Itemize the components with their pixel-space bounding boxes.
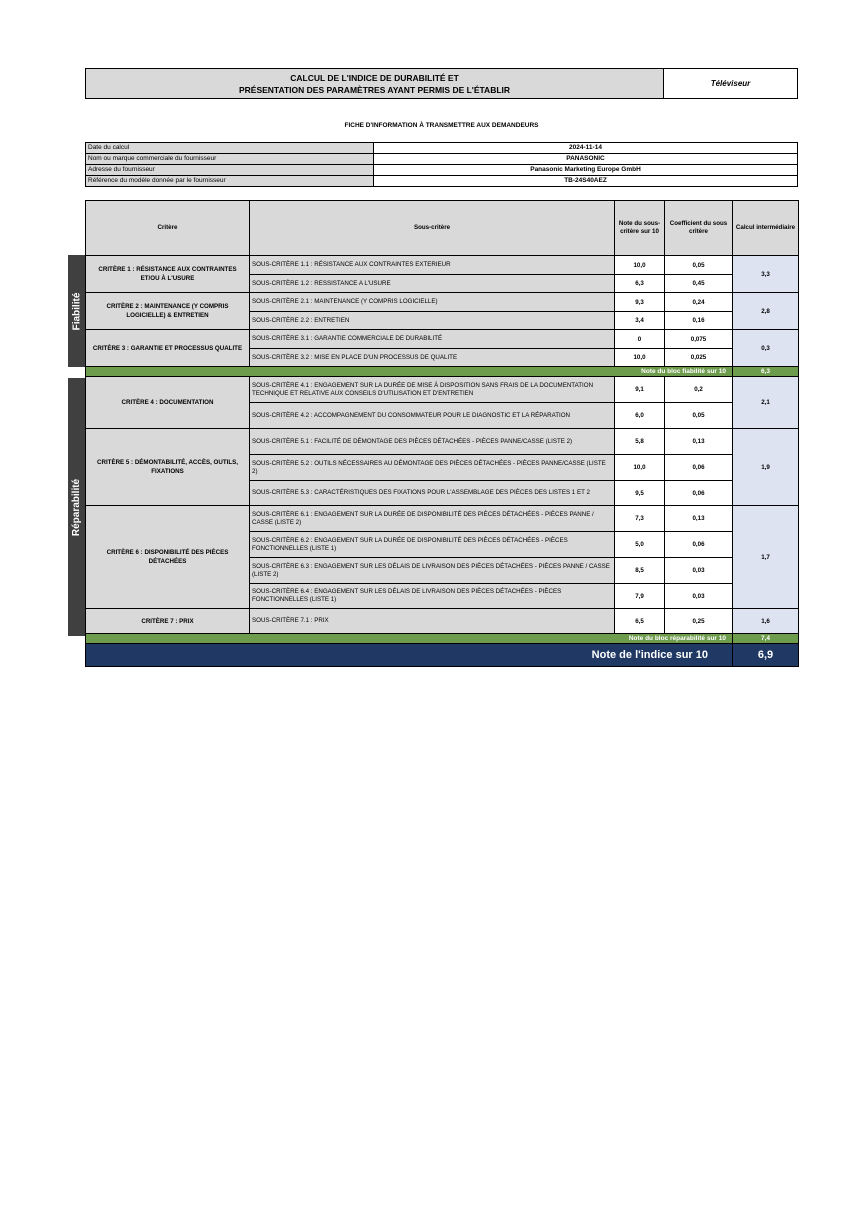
sub-criterion-coef: 0,06 [665, 481, 733, 506]
criterion-3-calc: 0,3 [733, 330, 799, 367]
sub-criterion-coef: 0,45 [665, 275, 733, 293]
sub-criterion-label: SOUS-CRITÈRE 6.1 : ENGAGEMENT SUR LA DURÉE DE DISPONIBILITÉ DES PIÈCES DÉTACHÉES - PIÈCES PANNE / CASSE (LISTE 2) [250, 506, 615, 532]
supplier-info-table [85, 142, 798, 187]
sub-criterion-coef: 0,13 [665, 506, 733, 532]
fiabilite-side-label: Fiabilité [68, 255, 86, 367]
sub-criterion-coef: 0,13 [665, 429, 733, 455]
sub-criterion-note: 5,8 [615, 429, 665, 455]
header-note: Note du sous-critère sur 10 [615, 201, 665, 256]
info-row [86, 165, 798, 176]
criterion-2-calc: 2,8 [733, 293, 799, 330]
info-label: Nom ou marque commerciale du fournisseur [86, 154, 374, 165]
table-row [86, 609, 799, 634]
sub-criterion-note: 7,3 [615, 506, 665, 532]
sub-criterion-note: 9,3 [615, 293, 665, 312]
header-sous-critere: Sous-critère [250, 201, 615, 256]
title-line-2: PRÉSENTATION DES PARAMÈTRES AYANT PERMIS DE L'ÉTABLIR [238, 85, 511, 95]
sub-criterion-label: SOUS-CRITÈRE 2.2 : ENTRETIEN [250, 312, 615, 330]
fiche-title: FICHE D'INFORMATION À TRANSMETTRE AUX DEMANDEURS [344, 122, 539, 129]
table-row [86, 506, 799, 532]
criterion-2: CRITÈRE 2 : MAINTENANCE (Y COMPRIS LOGICIELLE) & ENTRETIEN [86, 293, 250, 330]
info-label: Référence du modèle donnée par le fournisseur [86, 176, 374, 187]
title-line-1: CALCUL DE L'INDICE DE DURABILITÉ ET [290, 73, 459, 83]
sub-criterion-note: 0 [615, 330, 665, 349]
sub-criterion-label: SOUS-CRITÈRE 3.1 : GARANTIE COMMERCIALE DE DURABILITÉ [250, 330, 615, 349]
block-fiabilite-row [86, 367, 799, 377]
sub-criterion-note: 10,0 [615, 455, 665, 481]
sub-criterion-label: SOUS-CRITÈRE 2.1 : MAINTENANCE (Y COMPRIS LOGICIELLE) [250, 293, 615, 312]
block-fiabilite-label: Note du bloc fiabilité sur 10 [86, 367, 733, 377]
criterion-7: CRITÈRE 7 : PRIX [86, 609, 250, 634]
criterion-7-calc: 1,6 [733, 609, 799, 634]
sub-criterion-label: SOUS-CRITÈRE 6.3 : ENGAGEMENT SUR LES DÉLAIS DE LIVRAISON DES PIÈCES DÉTACHÉES - PIÈCES PANNE / CASSE (LISTE 2) [250, 558, 615, 584]
sub-criterion-coef: 0,05 [665, 403, 733, 429]
sub-criterion-label: SOUS-CRITÈRE 5.2 : OUTILS NÉCESSAIRES AU DÉMONTAGE DES PIÈCES DÉTACHÉES - PIÈCES PANNE/CASSE (LISTE 2) [250, 455, 615, 481]
info-row [86, 143, 798, 154]
header-coefficient: Coefficient du sous critère [665, 201, 733, 256]
sub-criterion-note: 8,5 [615, 558, 665, 584]
table-header-row [86, 201, 799, 256]
block-reparabilite-label: Note du bloc réparabilité sur 10 [86, 634, 733, 644]
sub-criterion-note: 6,5 [615, 609, 665, 634]
block-reparabilite-row [86, 634, 799, 644]
sub-criterion-note: 10,0 [615, 349, 665, 367]
sub-criterion-note: 5,0 [615, 532, 665, 558]
header-calcul: Calcul intermédiaire [733, 201, 799, 256]
sub-criterion-label: SOUS-CRITÈRE 7.1 : PRIX [250, 609, 615, 634]
sub-criterion-note: 9,5 [615, 481, 665, 506]
sub-criterion-coef: 0,24 [665, 293, 733, 312]
criterion-6-calc: 1,7 [733, 506, 799, 609]
info-row [86, 154, 798, 165]
sub-criterion-note: 6,0 [615, 403, 665, 429]
criterion-4: CRITÈRE 4 : DOCUMENTATION [86, 377, 250, 429]
product-type: Téléviseur [663, 68, 798, 99]
durability-index-table [85, 200, 799, 667]
sub-criterion-note: 7,9 [615, 584, 665, 609]
sub-criterion-label: SOUS-CRITÈRE 4.2 : ACCOMPAGNEMENT DU CONSOMMATEUR POUR LE DIAGNOSTIC ET LA RÉPARATION [250, 403, 615, 429]
table-row [86, 377, 799, 403]
sub-criterion-coef: 0,06 [665, 532, 733, 558]
block-fiabilite-value: 6,3 [733, 367, 799, 377]
info-label: Adresse du fournisseur [86, 165, 374, 176]
sub-criterion-label: SOUS-CRITÈRE 3.2 : MISE EN PLACE D'UN PROCESSUS DE QUALITE [250, 349, 615, 367]
criterion-4-calc: 2,1 [733, 377, 799, 429]
reparabilite-side-label: Réparabilité [68, 378, 86, 636]
sub-criterion-note: 3,4 [615, 312, 665, 330]
sub-criterion-label: SOUS-CRITÈRE 6.2 : ENGAGEMENT SUR LA DURÉE DE DISPONIBILITÉ DES PIÈCES DÉTACHÉES - PIÈCES FONCTIONNELLES (LISTE 1) [250, 532, 615, 558]
info-value: Panasonic Marketing Europe GmbH [374, 165, 798, 176]
sub-criterion-coef: 0,05 [665, 256, 733, 275]
sub-criterion-label: SOUS-CRITÈRE 4.1 : ENGAGEMENT SUR LA DURÉE DE MISE À DISPOSITION SANS FRAIS DE LA DOCUMENTATION TECHNIQUE ET RELATIVE AUX CONSEILS D'UTILISATION ET D'ENTRETIEN [250, 377, 615, 403]
final-index-row [86, 644, 799, 667]
final-index-label: Note de l'indice sur 10 [86, 644, 733, 667]
criterion-6: CRITÈRE 6 : DISPONIBILITÉ DES PIÈCES DÉTACHÉES [86, 506, 250, 609]
sub-criterion-coef: 0,25 [665, 609, 733, 634]
table-row [86, 256, 799, 275]
sub-criterion-note: 9,1 [615, 377, 665, 403]
sub-criterion-note: 6,3 [615, 275, 665, 293]
info-value: PANASONIC [374, 154, 798, 165]
sub-criterion-coef: 0,025 [665, 349, 733, 367]
sub-criterion-label: SOUS-CRITÈRE 1.2 : RESSISTANCE A L'USURE [250, 275, 615, 293]
final-index-value: 6,9 [733, 644, 799, 667]
criterion-1: CRITÈRE 1 : RÉSISTANCE AUX CONTRAINTES ET/OU À L'USURE [86, 256, 250, 293]
table-row [86, 330, 799, 349]
sub-criterion-coef: 0,2 [665, 377, 733, 403]
sub-criterion-label: SOUS-CRITÈRE 6.4 : ENGAGEMENT SUR LES DÉLAIS DE LIVRAISON DES PIÈCES DÉTACHÉES - PIÈCES FONCTIONNELLES (LISTE 1) [250, 584, 615, 609]
block-reparabilite-value: 7,4 [733, 634, 799, 644]
info-label: Date du calcul [86, 143, 374, 154]
sub-criterion-coef: 0,03 [665, 584, 733, 609]
criterion-5: CRITÈRE 5 : DÉMONTABILITÉ, ACCÈS, OUTILS, FIXATIONS [86, 429, 250, 506]
sub-criterion-coef: 0,16 [665, 312, 733, 330]
sub-criterion-coef: 0,03 [665, 558, 733, 584]
info-row [86, 176, 798, 187]
table-row [86, 429, 799, 455]
header-critere: Critère [86, 201, 250, 256]
sub-criterion-label: SOUS-CRITÈRE 5.3 : CARACTÉRISTIQUES DES FIXATIONS POUR L'ASSEMBLAGE DES PIÈCES DES LISTES 1 ET 2 [250, 481, 615, 506]
sub-criterion-coef: 0,075 [665, 330, 733, 349]
info-value: TB-24S40AEZ [374, 176, 798, 187]
criterion-5-calc: 1,9 [733, 429, 799, 506]
criterion-1-calc: 3,3 [733, 256, 799, 293]
sub-criterion-label: SOUS-CRITÈRE 5.1 : FACILITÉ DE DÉMONTAGE DES PIÈCES DÉTACHÉES - PIÈCES PANNE/CASSE (LISTE 2) [250, 429, 615, 455]
sub-criterion-label: SOUS-CRITÈRE 1.1 : RÉSISTANCE AUX CONTRAINTES EXTERIEUR [250, 256, 615, 275]
sub-criterion-coef: 0,06 [665, 455, 733, 481]
document-title [85, 68, 664, 99]
table-row [86, 293, 799, 312]
sub-criterion-note: 10,0 [615, 256, 665, 275]
info-value: 2024-11-14 [374, 143, 798, 154]
criterion-3: CRITÈRE 3 : GARANTIE ET PROCESSUS QUALITE [86, 330, 250, 367]
